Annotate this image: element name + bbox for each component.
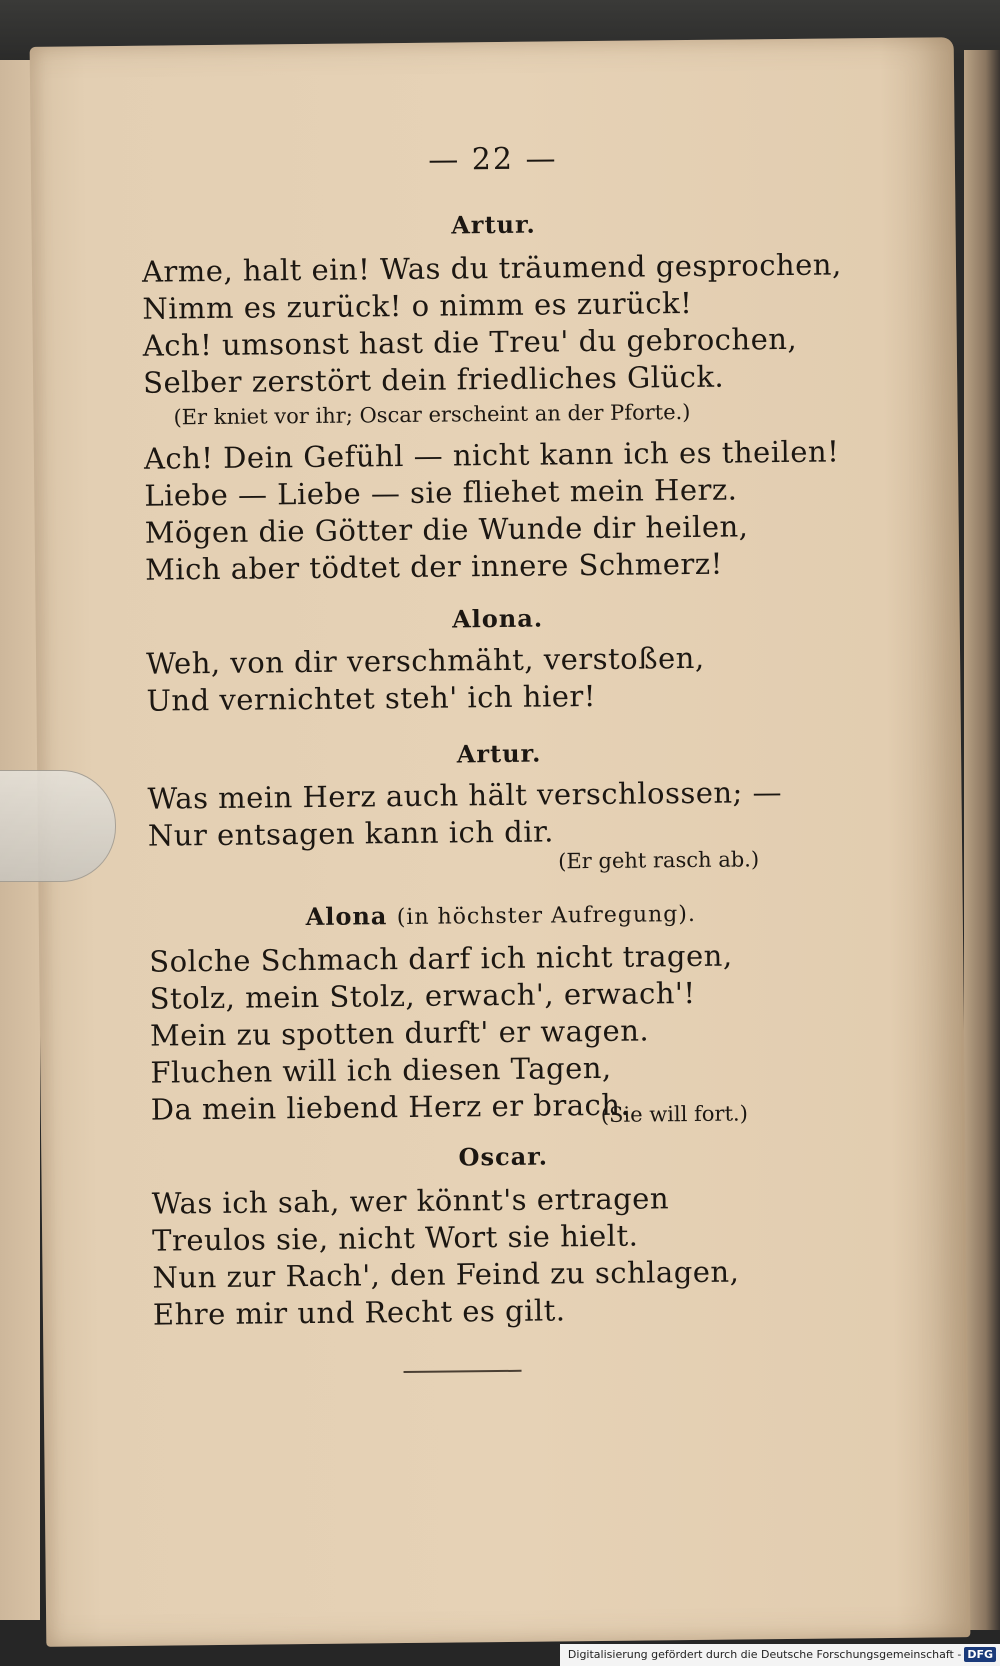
verse-line: Mögen die Götter die Wunde dir heilen, xyxy=(144,509,749,550)
speaker-artur: Artur. xyxy=(451,209,536,240)
end-rule xyxy=(404,1370,522,1373)
stage-direction: (Er kniet vor ihr; Oscar erscheint an der Pforte.) xyxy=(173,399,691,430)
bookmark-clip xyxy=(0,770,116,882)
verse-line: Arme, halt ein! Was du träumend gesprochen, xyxy=(141,247,842,289)
digitization-footer xyxy=(560,1644,1000,1666)
verse-block xyxy=(147,774,782,855)
verse-block xyxy=(149,938,734,1129)
verse-line: Nur entsagen kann ich dir. xyxy=(147,814,555,853)
page-number: — 22 — xyxy=(428,141,558,178)
stage-direction: (Er geht rasch ab.) xyxy=(558,847,760,874)
verse-line: Was mein Herz auch hält verschlossen; — xyxy=(147,775,783,816)
speaker-note: (in höchster Aufregung). xyxy=(396,901,697,931)
verse-line: Fluchen will ich diesen Tagen, xyxy=(150,1050,612,1090)
verse-line: Da mein liebend Herz er brach. xyxy=(150,1087,631,1127)
speaker-alona: Alona. xyxy=(451,603,544,634)
verse-line: Treulos sie, nicht Wort sie hielt. xyxy=(151,1218,639,1258)
stage-direction: (Sie will fort.) xyxy=(600,1101,748,1127)
verse-line: Solche Schmach darf ich nicht tragen, xyxy=(149,938,733,979)
page-content xyxy=(30,37,971,1647)
speaker-name: Alona xyxy=(305,901,388,932)
verse-block xyxy=(146,640,705,720)
verse-block xyxy=(142,246,843,401)
verse-block xyxy=(152,1180,740,1334)
verse-line: Nimm es zurück! o nimm es zurück! xyxy=(142,285,693,326)
verse-block xyxy=(144,433,841,588)
speaker-alona xyxy=(39,895,963,934)
verse-line: Ach! Dein Gefühl — nicht kann ich es theilen! xyxy=(143,434,840,476)
verse-line: Ehre mir und Recht es gilt. xyxy=(152,1293,566,1332)
speaker-oscar: Oscar. xyxy=(458,1141,549,1172)
footer-text: Digitalisierung gefördert durch die Deutsche Forschungsgemeinschaft - xyxy=(567,1648,962,1661)
verse-line: Und vernichtet steh' ich hier! xyxy=(146,678,597,718)
speaker-artur: Artur. xyxy=(456,738,542,769)
dfg-logo: DFG xyxy=(964,1647,996,1662)
verse-line: Was ich sah, wer könnt's ertragen xyxy=(151,1181,670,1221)
verse-line: Mich aber tödtet der innere Schmerz! xyxy=(144,546,723,587)
verse-line: Stolz, mein Stolz, erwach', erwach'! xyxy=(149,975,696,1016)
verse-line: Weh, von dir verschmäht, verstoßen, xyxy=(145,640,705,681)
verse-line: Mein zu spotten durft' er wagen. xyxy=(149,1013,650,1053)
verse-line: Nun zur Rach', den Feind zu schlagen, xyxy=(152,1254,740,1295)
verse-line: Liebe — Liebe — sie fliehet mein Herz. xyxy=(144,472,738,513)
book-edge xyxy=(964,50,1000,1630)
verse-line: Selber zerstört dein friedliches Glück. xyxy=(142,359,725,400)
verse-line: Ach! umsonst hast die Treu' du gebrochen, xyxy=(142,321,798,363)
book-page xyxy=(30,37,971,1647)
